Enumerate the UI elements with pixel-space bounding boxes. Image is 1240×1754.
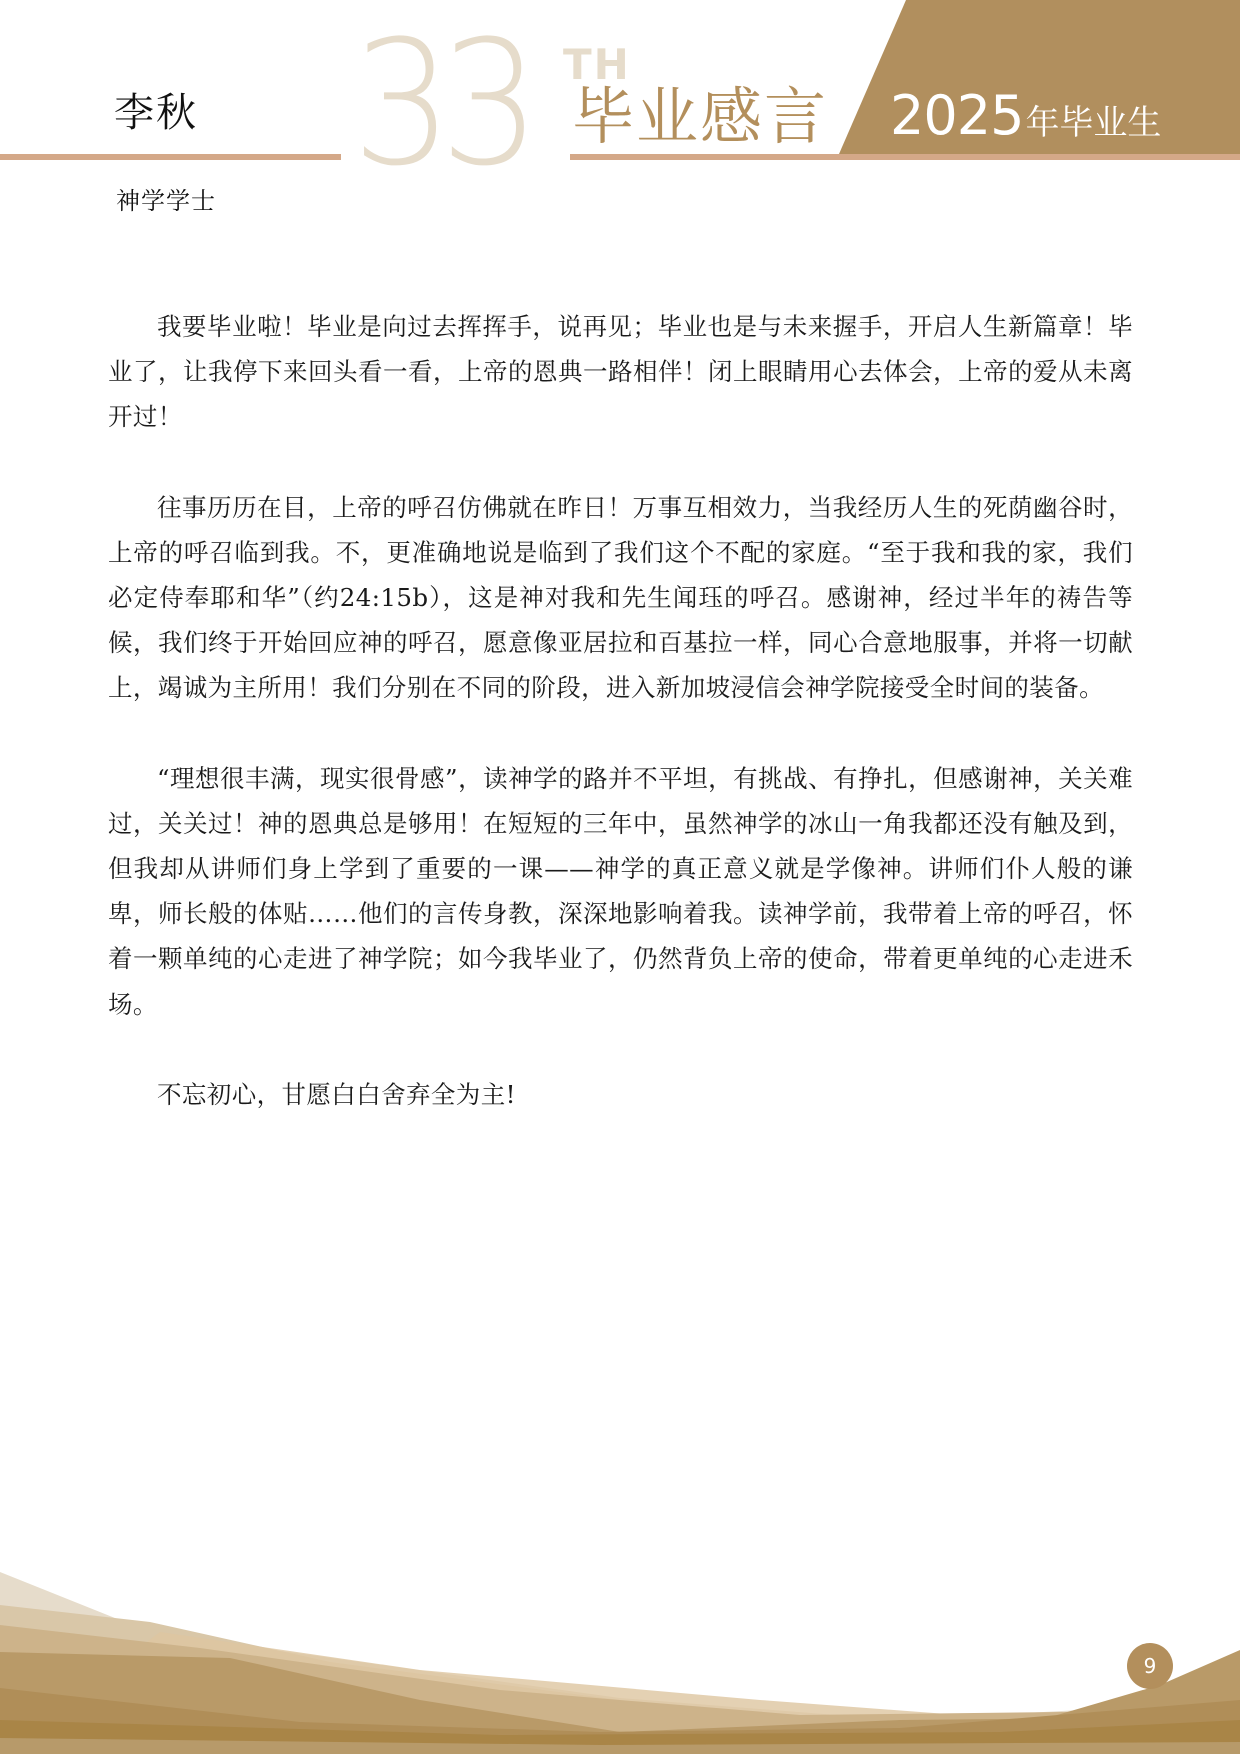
paragraph: 不忘初心，甘愿白白舍弃全为主! (157, 1079, 516, 1109)
year-number: 2025 (890, 84, 1024, 147)
year-suffix: 年毕业生 (1025, 103, 1162, 143)
page-title: 毕业感言 (572, 80, 829, 153)
edition-number: 33 (352, 3, 528, 204)
header-rule-right (570, 154, 1240, 160)
graduate-degree: 神学学士 (116, 187, 216, 215)
edition-suffix: TH (563, 40, 631, 89)
footer-wave-decoration (0, 1560, 1240, 1754)
testimony-body (108, 304, 1133, 1162)
paragraph: “理想很丰满，现实很骨感”，读神学的路并不平坦，有挑战、有挣扎，但感谢神，关关难过，关关过！神的恩典总是够用！在短短的三年中，虽然神学的冰山一角我都还没有触及到，但我却从讲师们身上学到了重要的一课——神学的真正意义就是学像神。讲师们仆人般的谦卑，师长般的体贴……他们的言传身教，深深地影响着我。读神学前，我带着上帝的呼召，怀着一颗单纯的心走进了神学院；如今我毕业了，仍然背负上帝的使命，带着更单纯的心走进禾场。 (108, 763, 1133, 1019)
graduate-name: 李秋 (114, 90, 198, 136)
page-number-badge: 9 (1127, 1643, 1173, 1689)
graduating-year (890, 86, 1161, 153)
paragraph: 往事历历在目，上帝的呼召仿佛就在昨日！万事互相效力，当我经历人生的死荫幽谷时，上帝的呼召临到我。不，更准确地说是临到了我们这个不配的家庭。“至于我和我的家，我们必定侍奉耶和华”（约24:15b），这是神对我和先生闻珏的呼召。感谢神，经过半年的祷告等候，我们终于开始回应神的呼召，愿意像亚居拉和百基拉一样，同心合意地服事，并将一切献上，竭诚为主所用！我们分别在不同的阶段，进入新加坡浸信会神学院接受全时间的装备。 (108, 492, 1133, 703)
header-rule-left (0, 154, 341, 160)
paragraph: 我要毕业啦！毕业是向过去挥挥手，说再见；毕业也是与未来握手，开启人生新篇章！毕业了，让我停下来回头看一看，上帝的恩典一路相伴！闭上眼睛用心去体会，上帝的爱从未离开过！ (108, 312, 1133, 432)
